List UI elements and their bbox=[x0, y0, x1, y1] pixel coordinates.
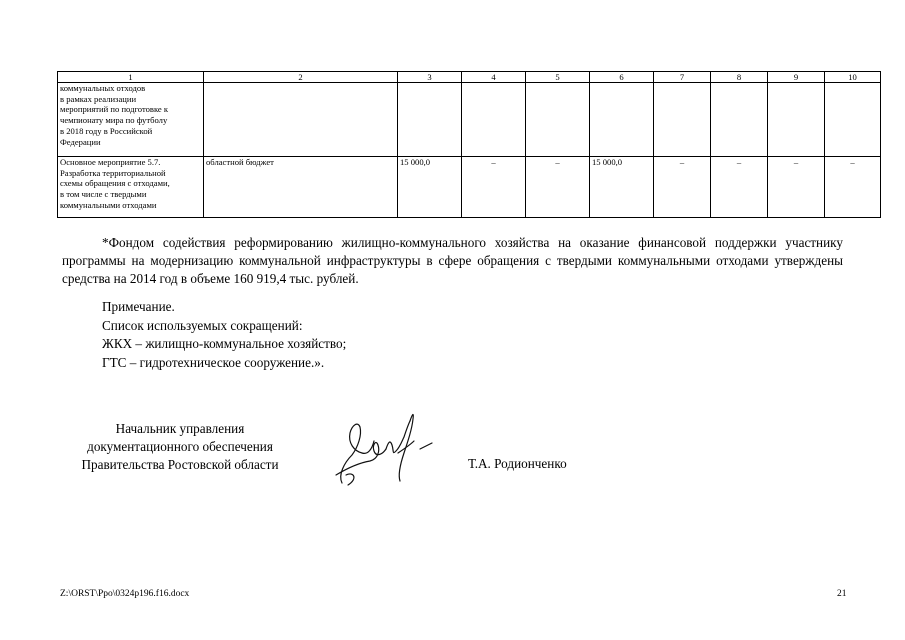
cell-line: мероприятий по подготовке к bbox=[60, 104, 169, 115]
table-header-row bbox=[58, 72, 881, 83]
cell-line: коммунальными отходами bbox=[60, 199, 157, 210]
value-cell: – bbox=[526, 157, 590, 218]
table-cell bbox=[825, 83, 881, 157]
table-row bbox=[58, 83, 881, 157]
signer-name: Т.А. Родионченко bbox=[468, 456, 567, 471]
table-cell bbox=[398, 83, 462, 157]
value-cell: – bbox=[825, 157, 881, 218]
header-cell: 9 bbox=[768, 72, 825, 83]
table-cell bbox=[654, 83, 711, 157]
header-cell: 2 bbox=[204, 72, 398, 83]
signatory-title-line: Начальник управления bbox=[115, 421, 245, 436]
header-cell: 8 bbox=[711, 72, 768, 83]
header-cell: 3 bbox=[398, 72, 462, 83]
header-cell: 1 bbox=[58, 72, 204, 83]
header-cell: 6 bbox=[590, 72, 654, 83]
page-number: 21 bbox=[837, 589, 847, 599]
table-cell bbox=[526, 83, 590, 157]
cell-line: в том числе с твердыми bbox=[60, 189, 147, 200]
value-cell: – bbox=[462, 157, 526, 218]
handwritten-signature bbox=[328, 405, 448, 490]
table-cell bbox=[204, 83, 398, 157]
value-cell: – bbox=[768, 157, 825, 218]
cell-line: в рамках реализации bbox=[60, 93, 137, 104]
table-row bbox=[58, 157, 881, 218]
value-cell: – bbox=[654, 157, 711, 218]
cell-line: схемы обращения с отходами, bbox=[60, 178, 170, 189]
header-cell: 4 bbox=[462, 72, 526, 83]
cell-line: Основное мероприятие 5.7. bbox=[60, 157, 161, 167]
value-cell: 15 000,0 bbox=[590, 157, 654, 218]
row-description-cell bbox=[58, 157, 204, 218]
abbreviation-item: ЖКХ – жилищно-коммунальное хозяйство; bbox=[102, 336, 347, 351]
signatory-title-line: документационного обеспечения bbox=[87, 439, 273, 454]
file-path: Z:\ORST\Ppo\0324p196.f16.docx bbox=[60, 589, 190, 599]
table-cell bbox=[711, 83, 768, 157]
cell-line: Федерации bbox=[60, 136, 101, 147]
header-cell: 7 bbox=[654, 72, 711, 83]
cell-line: чемпионату мира по футболу bbox=[60, 115, 168, 126]
footnote-text: *Фондом содействия реформированию жилищно-коммунального хозяйства на оказание финансовой поддержки участнику программы на модернизацию коммунальной инфраструктуры в сфере обращения с твердыми коммунальными отходами утверждены средства на 2014 год в объеме 160 919,4 тыс. рублей. bbox=[62, 235, 843, 286]
signatory-title-line: Правительства Ростовской области bbox=[81, 457, 279, 472]
cell-line: в 2018 году в Российской bbox=[60, 125, 153, 136]
funding-source-cell: областной бюджет bbox=[204, 157, 398, 218]
value-cell: – bbox=[711, 157, 768, 218]
budget-table bbox=[57, 71, 881, 218]
abbreviation-item: ГТС – гидротехническое сооружение.». bbox=[102, 354, 325, 370]
value-cell: 15 000,0 bbox=[398, 157, 462, 218]
abbreviations-title: Список используемых сокращений: bbox=[102, 317, 303, 333]
signatory-title bbox=[60, 420, 300, 474]
row-description-cell bbox=[58, 83, 204, 157]
notes-title: Примечание. bbox=[102, 299, 175, 314]
cell-line: Разработка территориальной bbox=[60, 167, 166, 178]
notes-block bbox=[102, 298, 346, 372]
cell-line: коммунальных отходов bbox=[60, 83, 146, 93]
table-cell bbox=[768, 83, 825, 157]
table-cell bbox=[590, 83, 654, 157]
header-cell: 5 bbox=[526, 72, 590, 83]
header-cell: 10 bbox=[825, 72, 881, 83]
table-cell bbox=[462, 83, 526, 157]
